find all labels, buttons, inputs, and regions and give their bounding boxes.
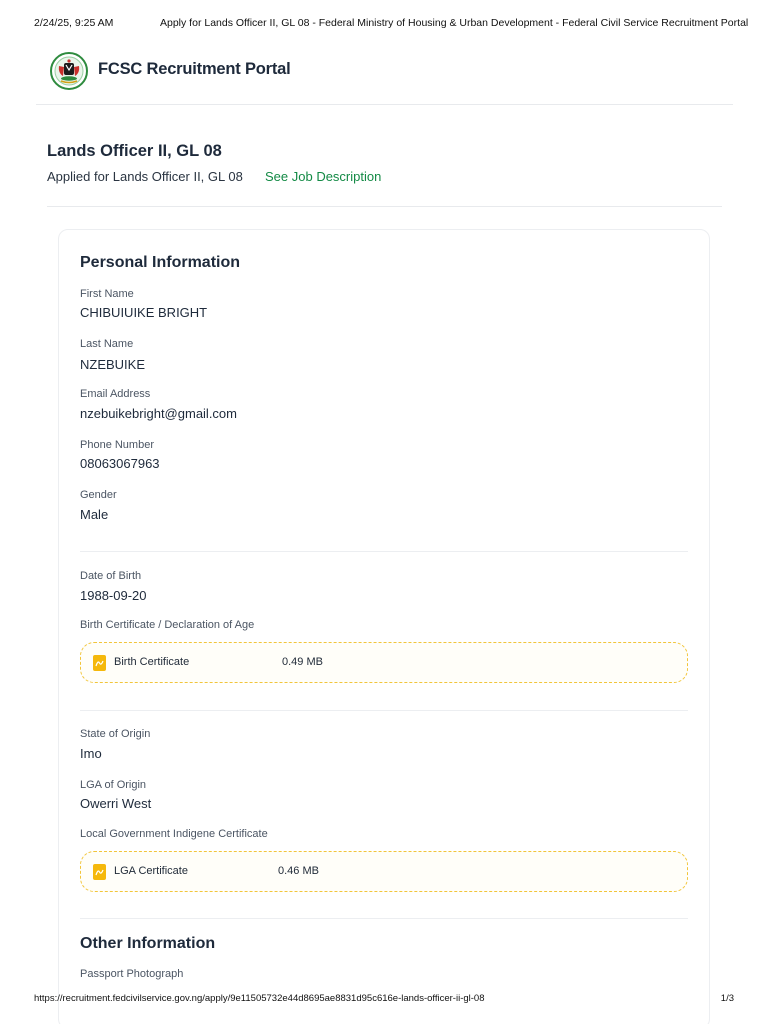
phone-value: 08063067963	[80, 456, 160, 471]
file-name: LGA Certificate	[114, 865, 188, 877]
last-name-label: Last Name	[80, 338, 134, 350]
section-divider	[80, 918, 688, 919]
file-size: 0.46 MB	[278, 865, 319, 877]
print-footer	[34, 993, 734, 1007]
phone-label: Phone Number	[80, 439, 154, 451]
lga-certificate-file[interactable]	[80, 851, 688, 892]
pdf-file-icon	[93, 655, 106, 671]
section-divider	[80, 551, 688, 552]
dob-label: Date of Birth	[80, 570, 142, 582]
file-name: Birth Certificate	[114, 656, 190, 668]
file-size: 0.49 MB	[282, 656, 323, 668]
first-name-value: CHIBUIUIKE BRIGHT	[80, 305, 208, 320]
print-page-title: Apply for Lands Officer II, GL 08 - Federal Ministry of Housing & Urban Development - Federal Civil Service Recruitment Portal	[160, 17, 749, 29]
lga-of-origin-label: LGA of Origin	[80, 779, 147, 791]
page-title: Lands Officer II, GL 08	[47, 142, 222, 160]
gender-value: Male	[80, 507, 109, 522]
lga-of-origin-value: Owerri West	[80, 796, 152, 811]
personal-information-heading: Personal Information	[80, 254, 241, 271]
state-of-origin-label: State of Origin	[80, 728, 151, 740]
see-job-description-link[interactable]: See Job Description	[265, 169, 382, 184]
last-name-value: NZEBUIKE	[80, 357, 146, 372]
coat-of-arms-icon[interactable]	[50, 52, 88, 90]
print-date: 2/24/25, 9:25 AM	[34, 17, 114, 29]
state-of-origin-value: Imo	[80, 746, 102, 761]
pdf-file-icon	[93, 864, 106, 880]
gender-label: Gender	[80, 489, 117, 501]
email-value: nzebuikebright@gmail.com	[80, 406, 237, 421]
brand-name[interactable]: FCSC Recruitment Portal	[98, 60, 291, 78]
applied-for-text: Applied for Lands Officer II, GL 08	[47, 169, 243, 184]
section-divider	[80, 710, 688, 711]
email-label: Email Address	[80, 388, 151, 400]
first-name-label: First Name	[80, 288, 134, 300]
birth-certificate-label: Birth Certificate / Declaration of Age	[80, 619, 255, 631]
page-number: 1/3	[720, 993, 734, 1004]
other-information-heading: Other Information	[80, 935, 216, 952]
brand-bar	[36, 50, 733, 105]
print-header	[34, 17, 749, 31]
dob-value: 1988-09-20	[80, 588, 147, 603]
print-url: https://recruitment.fedcivilservice.gov.ng/apply/9e11505732e44d8695ae8831d95c616e-lands-officer-ii-gl-08	[34, 993, 485, 1004]
passport-photograph-label: Passport Photograph	[80, 968, 184, 980]
lga-certificate-label: Local Government Indigene Certificate	[80, 828, 268, 840]
birth-certificate-file[interactable]	[80, 642, 688, 683]
job-header	[47, 142, 722, 207]
